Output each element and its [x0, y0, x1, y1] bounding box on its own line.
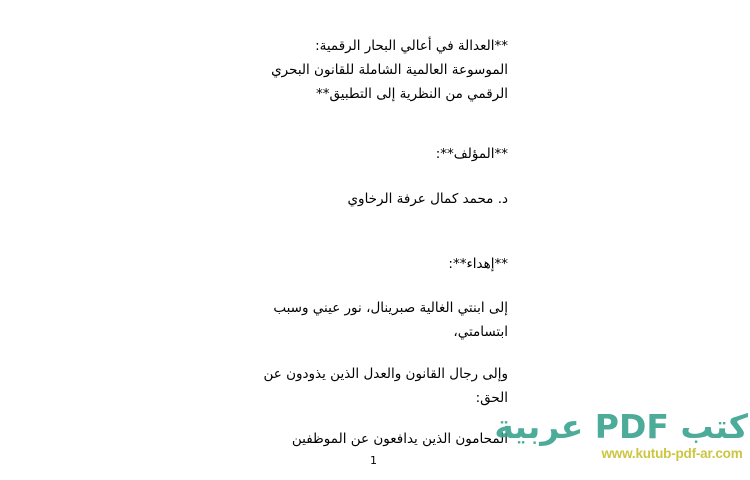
dedication-paragraph-3: المحامون الذين يدافعون عن الموظفين — [291, 431, 508, 447]
author-heading: **المؤلف**: — [435, 146, 508, 162]
page-number: 1 — [370, 454, 377, 467]
dedication-paragraph-1: إلى ابنتي الغالية صبرينال، نور عيني وسبب ابتسامتي، — [273, 300, 508, 340]
document-title: **العدالة في أعالي البحار الرقمية: الموسوعة العالمية الشاملة للقانون البحري الرقمي من النظرية إلى التطبيق** — [271, 38, 508, 102]
watermark-logo — [494, 407, 748, 462]
watermark-title: كتب PDF عربية — [494, 407, 748, 446]
author-name: د. محمد كمال عرفة الرخاوي — [347, 191, 508, 207]
watermark-url: www.kutub-pdf-ar.com — [601, 446, 743, 461]
dedication-paragraph-2: وإلى رجال القانون والعدل الذين يذودون عن الحق: — [263, 366, 508, 406]
dedication-heading: **إهداء**: — [448, 256, 508, 272]
